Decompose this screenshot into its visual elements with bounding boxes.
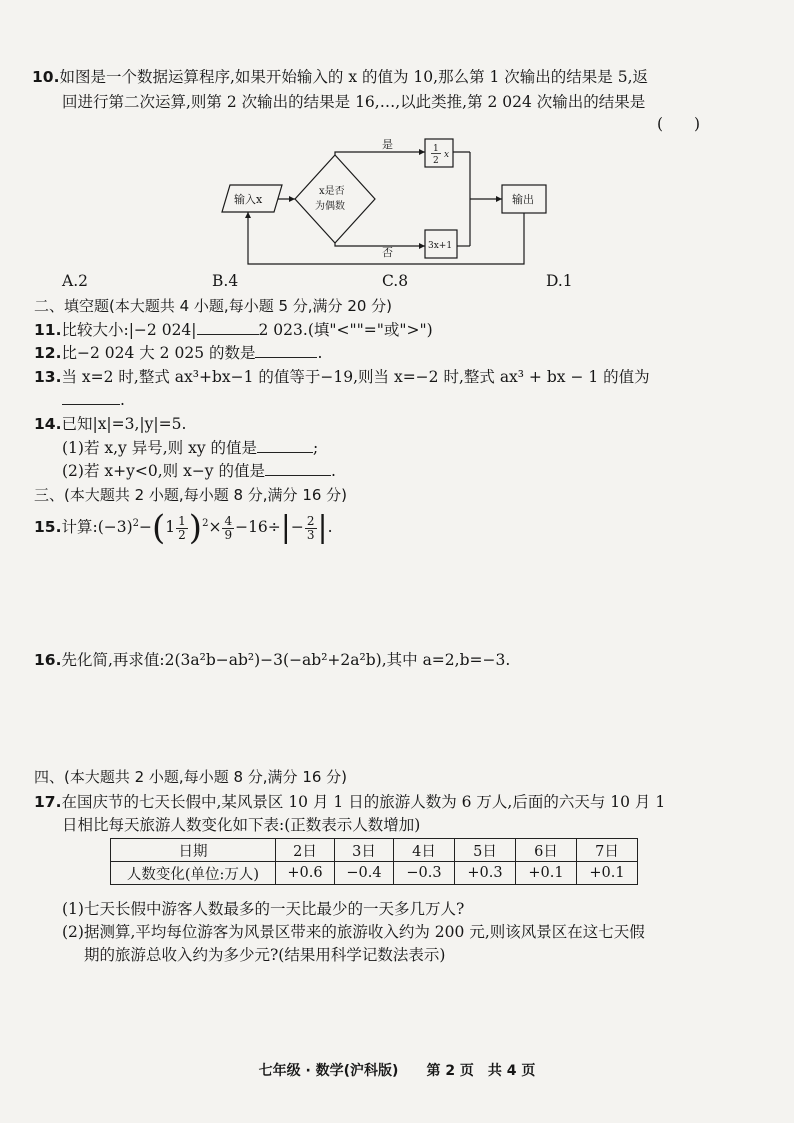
q12-number: 12. <box>34 344 62 362</box>
q15-f3-den: 3 <box>306 527 315 542</box>
flow-input-label: 输入x <box>234 193 263 206</box>
q15-f2-den: 9 <box>224 527 233 542</box>
q17-line1 <box>34 792 665 812</box>
table-cell: +0.1 <box>516 862 577 885</box>
section-3-heading: 三、(本大题共 2 小题,每小题 8 分,满分 16 分) <box>34 486 348 504</box>
q14-part1-end: ; <box>313 439 319 457</box>
q15-line <box>34 508 333 549</box>
q10-option-d: D.1 <box>546 272 573 290</box>
flow-output-label: 输出 <box>512 193 534 206</box>
q10-answer-paren: ( ) <box>657 115 701 133</box>
q14-part2-text: (2)若 x+y<0,则 x−y 的值是 <box>62 462 265 480</box>
flow-decision-diamond <box>295 155 375 243</box>
flow-triple-label: 3x+1 <box>428 241 453 251</box>
table-cell: +0.1 <box>577 862 638 885</box>
q17-text-line2: 日相比每天旅游人数变化如下表:(正数表示人数增加) <box>62 816 421 834</box>
q14-number: 14. <box>34 415 62 433</box>
q17-table-header-row <box>111 839 638 862</box>
q10-text-line2: 回进行第二次运算,则第 2 次输出的结果是 16,…,以此类推,第 2 024 次输出的结果是 <box>62 93 646 111</box>
table-cell: 5日 <box>455 839 516 862</box>
q14-part2-end: . <box>330 462 336 480</box>
q15-fraction-2 <box>222 515 234 542</box>
q11-number: 11. <box>34 321 62 339</box>
q15-abs-right: | <box>317 510 328 546</box>
q15-neg: − <box>290 518 304 537</box>
q15-mixed-den: 2 <box>178 527 186 542</box>
q13-line <box>34 367 650 387</box>
q15-end: . <box>327 518 333 537</box>
flow-yes-label: 是 <box>382 138 393 151</box>
flow-decision-label-2: 为偶数 <box>315 201 345 212</box>
table-cell: 6日 <box>516 839 577 862</box>
flow-half-num: 1 <box>433 144 439 154</box>
q17-table-data-row <box>111 862 638 885</box>
q11-abs: |−2 024| <box>128 321 197 339</box>
q12-text: 比−2 024 大 2 025 的数是 <box>61 344 256 362</box>
q15-left-paren: ( <box>152 508 166 549</box>
q17-part2-line1: (2)据测算,平均每位游客为风景区带来的旅游收入约为 200 元,则该风景区在这七天假 <box>62 923 645 941</box>
q16-line <box>34 650 510 670</box>
q14-part1-blank <box>257 452 313 453</box>
flow-half-den: 2 <box>433 156 439 166</box>
q15-mixed-whole: 1 <box>165 518 176 537</box>
q10-flowchart <box>200 130 580 275</box>
table-cell: 7日 <box>577 839 638 862</box>
q10-text-line1: 如图是一个数据运算程序,如果开始输入的 x 的值为 10,那么第 1 次输出的结果是 5,返 <box>59 68 649 86</box>
q16-number: 16. <box>34 651 62 669</box>
q10-option-c: C.8 <box>382 272 409 290</box>
flow-no-label: 否 <box>382 246 393 259</box>
section-2-heading: 二、填空题(本大题共 4 小题,每小题 5 分,满分 20 分) <box>34 297 393 315</box>
q15-f2-num: 4 <box>224 513 233 528</box>
q17-text-line1: 在国庆节的七天长假中,某风景区 10 月 1 日的旅游人数为 6 万人,后面的六天与 10 月 1 <box>61 793 666 811</box>
q17-part1: (1)七天长假中游客人数最多的一天比最少的一天多几万人? <box>62 900 465 918</box>
q14-part2-blank <box>265 475 331 476</box>
q14-part1-text: (1)若 x,y 异号,则 xy 的值是 <box>62 439 258 457</box>
q15-minus: − <box>139 518 153 537</box>
q14-part2 <box>62 461 336 481</box>
q14-line <box>34 414 186 434</box>
q14-part1 <box>62 438 318 458</box>
table-cell: +0.3 <box>455 862 516 885</box>
q11-before: 比较大小: <box>61 321 129 339</box>
q15-fraction-3 <box>305 515 317 542</box>
q15-square-2: 2 <box>202 518 209 529</box>
flow-decision-label-1: x是否 <box>319 186 345 197</box>
q15-mixed-num: 1 <box>178 513 186 528</box>
q12-line <box>34 343 322 363</box>
q10-number: 10. <box>32 68 60 86</box>
q11-answer-blank <box>197 334 259 335</box>
q15-mixed-fraction <box>176 515 188 542</box>
q13-line2 <box>62 390 125 410</box>
q15-abs-left: | <box>280 510 291 546</box>
table-cell: −0.4 <box>335 862 394 885</box>
flow-half-var: x <box>444 150 450 160</box>
table-cell: −0.3 <box>394 862 455 885</box>
q13-end: . <box>120 391 125 409</box>
q17-number: 17. <box>34 793 62 811</box>
table-cell: 2日 <box>276 839 335 862</box>
q11-line <box>34 320 433 340</box>
q10-line1 <box>32 67 648 87</box>
table-cell: 3日 <box>335 839 394 862</box>
table-cell: 4日 <box>394 839 455 862</box>
q17-part2-line2: 期的旅游总收入约为多少元?(结果用科学记数法表示) <box>84 946 446 964</box>
q17-table <box>110 838 638 885</box>
q10-option-b: B.4 <box>212 272 239 290</box>
q15-times: × <box>208 518 222 537</box>
q15-right-paren: ) <box>188 508 203 549</box>
q13-answer-blank <box>62 404 120 405</box>
q11-after: 2 023.(填"<""="或">") <box>258 321 433 339</box>
table-cell: +0.6 <box>276 862 335 885</box>
q14-stem: 已知|x|=3,|y|=5. <box>61 415 187 433</box>
q15-square: 2 <box>132 518 140 529</box>
page-footer: 七年级 · 数学(沪科版) 第 2 页 共 4 页 <box>258 1063 536 1079</box>
q13-number: 13. <box>34 368 62 386</box>
q16-text: 先化简,再求值:2(3a²b−ab²)−3(−ab²+2a²b),其中 a=2,b=−3. <box>61 651 511 669</box>
q13-text: 当 x=2 时,整式 ax³+bx−1 的值等于−19,则当 x=−2 时,整式 ax³ + bx − 1 的值为 <box>61 368 650 386</box>
q15-number: 15. <box>34 518 62 537</box>
table-cell: 日期 <box>111 839 276 862</box>
q12-end: . <box>317 344 323 362</box>
section-4-heading: 四、(本大题共 2 小题,每小题 8 分,满分 16 分) <box>34 768 348 786</box>
q10-option-a: A.2 <box>62 272 88 290</box>
q15-f3-num: 2 <box>306 513 315 528</box>
q12-answer-blank <box>255 357 317 358</box>
table-cell: 人数变化(单位:万人) <box>111 862 276 885</box>
q15-rest: −16÷ <box>235 518 281 537</box>
q15-label: 计算:(−3) <box>61 518 133 537</box>
